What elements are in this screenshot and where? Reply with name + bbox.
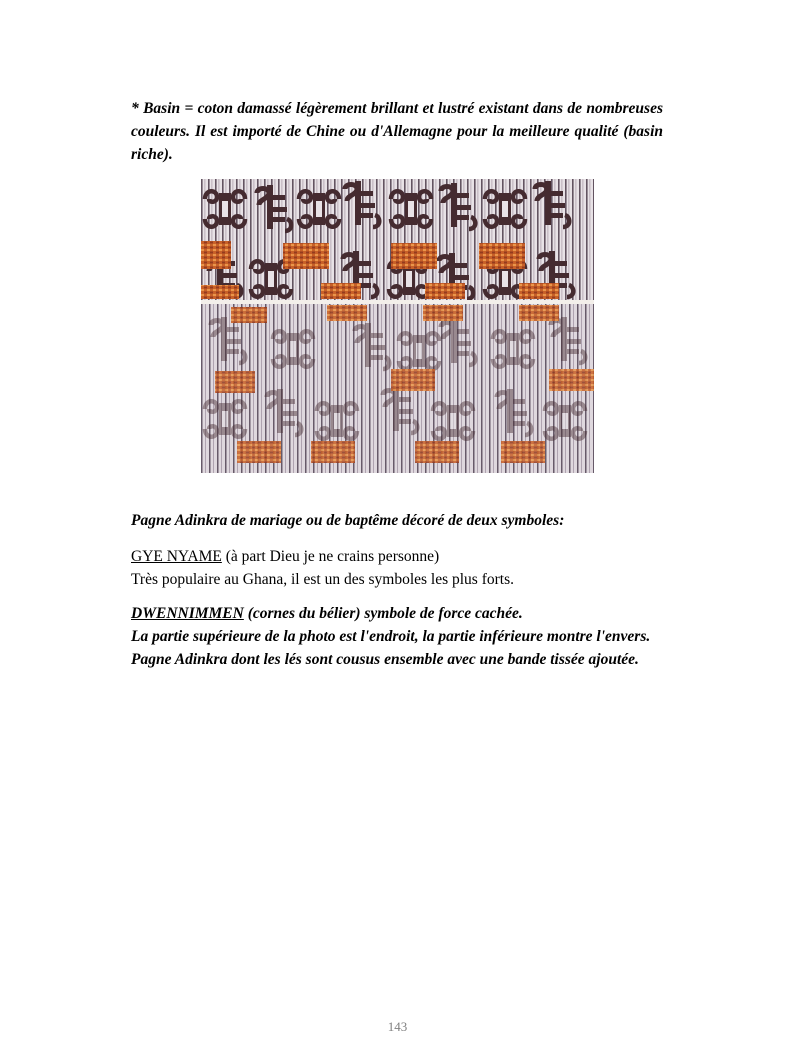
basin-definition-text: = coton damassé légèrement brillant et lustré existant dans de nombreuses couleurs. Il est importé de Chine ou d'Allemagne pour la meilleure qualité (basin riche). (131, 100, 663, 163)
basin-definition (131, 97, 663, 166)
page-number: 143 (387, 1019, 408, 1034)
basin-term: * Basin (131, 100, 181, 117)
adinkra-cloth-image (201, 179, 594, 473)
gye-nyame-block (131, 545, 663, 591)
dwennimmen-block (131, 602, 663, 671)
dwennimmen-term: DWENNIMMEN (131, 605, 244, 622)
photo-caption: Pagne Adinkra de mariage ou de baptême décoré de deux symboles: (131, 512, 565, 529)
photo-orientation-note: La partie supérieure de la photo est l'endroit, la partie inférieure montre l'envers. (131, 628, 651, 645)
gye-nyame-description: Très populaire au Ghana, il est un des symboles les plus forts. (131, 571, 515, 588)
gye-nyame-meaning: (à part Dieu je ne crains personne) (221, 548, 440, 565)
dwennimmen-meaning: (cornes du bélier) symbole de force cachée. (243, 605, 523, 622)
gye-nyame-term: GYE NYAME (131, 548, 222, 565)
adinkra-cloth-photo (201, 179, 594, 473)
cloth-construction-note: Pagne Adinkra dont les lés sont cousus ensemble avec une bande tissée ajoutée. (131, 651, 639, 668)
